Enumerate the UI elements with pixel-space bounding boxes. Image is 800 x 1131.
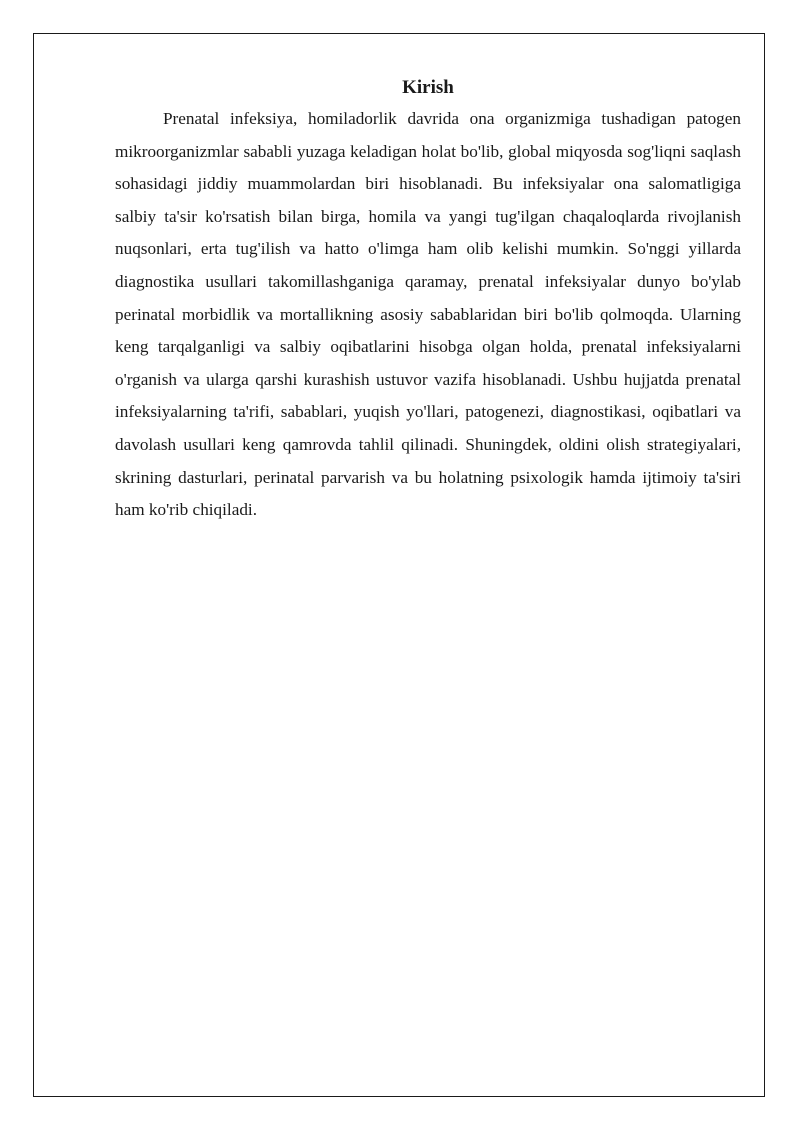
section-heading: Kirish: [402, 77, 454, 98]
intro-paragraph: Prenatal infeksiya, homiladorlik davrida ona organizmiga tushadigan patogen mikroorganizmlar sababli yuzaga keladigan holat bo'lib, global miqyosda sog'liqni saqlash sohasidagi jiddiy muammolardan biri hisoblanadi. Bu infeksiyalar ona salomatligiga salbiy ta'sir ko'rsatish bilan birga, homila va yangi tug'ilgan chaqaloqlarda rivojlanish nuqsonlari, erta tug'ilish va hatto o'limga ham olib kelishi mumkin. So'nggi yillarda diagnostika usullari takomillashganiga qaramay, prenatal infeksiyalar dunyo bo'ylab perinatal morbidlik va mortallikning asosiy sabablaridan biri bo'lib qolmoqda. Ularning keng tarqalganligi va salbiy oqibatlarini hisobga olgan holda, prenatal infeksiyalarni o'rganish va ularga qarshi kurashish ustuvor vazifa hisoblanadi. Ushbu hujjatda prenatal infeksiyalarning ta'rifi, sabablari, yuqish yo'llari, patogenezi, diagnostikasi, oqibatlari va davolash usullari keng qamrovda tahlil qilinadi. Shuningdek, oldini olish strategiyalari, skrining dasturlari, perinatal parvarish va bu holatning psixologik hamda ijtimoiy ta'siri ham ko'rib chiqiladi.: [115, 109, 741, 520]
document-body: [115, 75, 741, 527]
